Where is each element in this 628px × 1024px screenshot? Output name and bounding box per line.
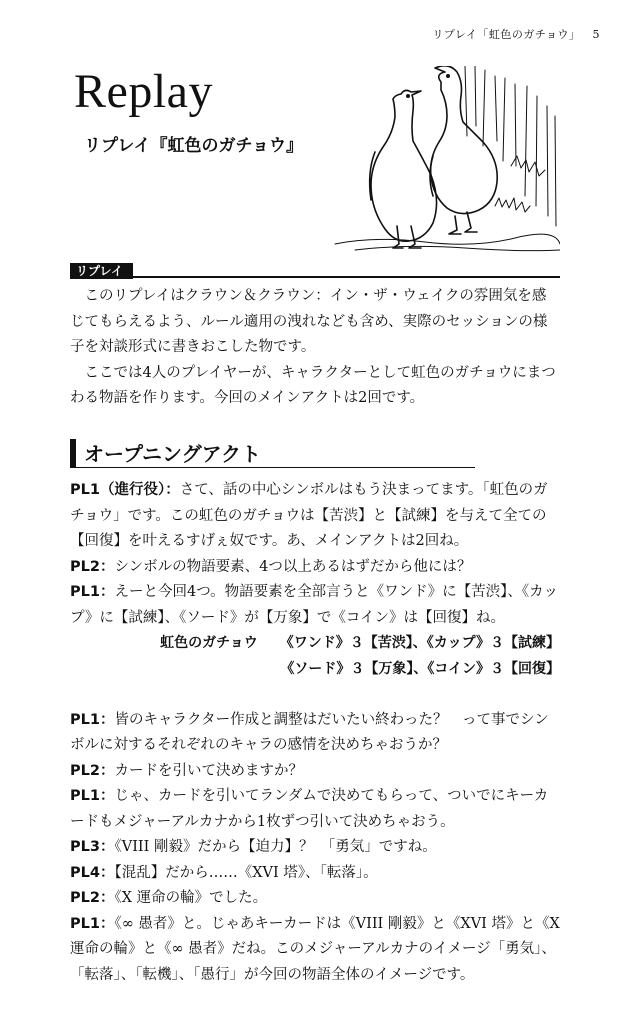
utterance: じゃ、カードを引いてランダムで決めてもらって、ついでにキーカードもメジャーアルカナから1枚ずつ引いて決めちゃおう。 (70, 788, 549, 830)
intro-text (70, 284, 560, 412)
dialogue-line (70, 759, 560, 785)
section-label-text: リプレイ (70, 263, 133, 279)
speaker: PL1： (70, 584, 115, 600)
symbol-row (70, 631, 560, 657)
dialogue-line (70, 580, 560, 631)
symbol-elements: 《ワンド》３【苦渋】、《カップ》３【試練】 (279, 635, 560, 651)
replay-subtitle: リプレイ『虹色のガチョウ』 (84, 136, 303, 156)
speaker: PL3： (70, 839, 115, 855)
speaker: PL2： (70, 762, 115, 779)
dialogue-line (70, 835, 560, 861)
running-title: リプレイ「虹色のガチョウ」 (432, 28, 581, 41)
dialogue-line (70, 478, 560, 555)
utterance: 《X 運命の輪》でした。 (114, 890, 268, 906)
speaker: PL1： (70, 788, 115, 804)
utterance: シンボルの物語要素、4つ以上あるはずだから他には？ (114, 558, 472, 575)
utterance: 【混乱】だから……《XVI 塔》、「転落」。 (114, 864, 378, 881)
section-label (70, 260, 560, 278)
utterance: 《VIII 剛毅》だから【迫力】？ 「勇気」ですね。 (114, 839, 437, 855)
intro-paragraph: ここでは4人のプレイヤーが、キャラクターとして虹色のガチョウにまつわる物語を作ります。今回のメインアクトは2回です。 (70, 364, 556, 406)
utterance: 皆のキャラクター作成と調整はだいたい終わった？ って事でシンボルに対するそれぞれのキャラの感情を決めちゃおうか？ (70, 711, 549, 753)
symbol-summary (70, 631, 560, 682)
heading-bar (70, 439, 76, 467)
spacer (70, 682, 560, 708)
replay-title: Replay (74, 65, 213, 118)
symbol-row (70, 657, 560, 683)
dialogue-line (70, 861, 560, 887)
utterance: カードを引いて決めますか？ (114, 762, 303, 779)
speaker: PL4： (70, 864, 115, 881)
speaker: PL1： (70, 711, 115, 728)
utterance: 《∞ 愚者》と。じゃあキーカードは《VIII 剛毅》と《XVI 塔》と《X 運命の輪》と《∞ 愚者》だね。このメジャーアルカナのイメージ「勇気」、「転落」、「転機」、「愚行」が今回の物語全体のイメージです。 (70, 915, 560, 983)
running-header (0, 26, 600, 42)
dialogue-line (70, 784, 560, 835)
symbol-name: 虹色のガチョウ (160, 635, 258, 651)
utterance: さて、話の中心シンボルはもう決まってます。「虹色のガチョウ」です。この虹色のガチョウは【苦渋】と【試練】を与えて全ての【回復】を叶えるすげぇ奴です。あ、メインアクトは2回ね。 (70, 482, 548, 549)
page-number: 5 (592, 28, 600, 41)
dialogue-line (70, 708, 560, 759)
speaker: PL2： (70, 558, 115, 575)
act-heading-text: オープニングアクト (84, 442, 261, 466)
dialogue-line (70, 886, 560, 912)
speaker: PL2： (70, 890, 115, 906)
utterance: えーと今回4つ。物語要素を全部言うと《ワンド》に【苦渋】、《カップ》に【試練】、《ソード》が【万象】で《コイン》は【回復】ね。 (70, 584, 558, 626)
speaker: PL1（進行役）： (70, 482, 180, 498)
dialogue-line (70, 912, 560, 989)
act-heading (70, 437, 475, 468)
dialogue-line (70, 555, 560, 581)
intro-paragraph: このリプレイはクラウン＆クラウン：イン・ザ・ウェイクの雰囲気を感じてもらえるよう、ルール適用の洩れなども含め、実際のセッションの様子を対談形式に書きおこした物です。 (70, 288, 548, 355)
dialogue (70, 478, 560, 988)
symbol-elements: 《ソード》３【万象】、《コイン》３【回復】 (280, 660, 560, 677)
geese-illustration (315, 66, 560, 254)
speaker: PL1： (70, 915, 115, 932)
